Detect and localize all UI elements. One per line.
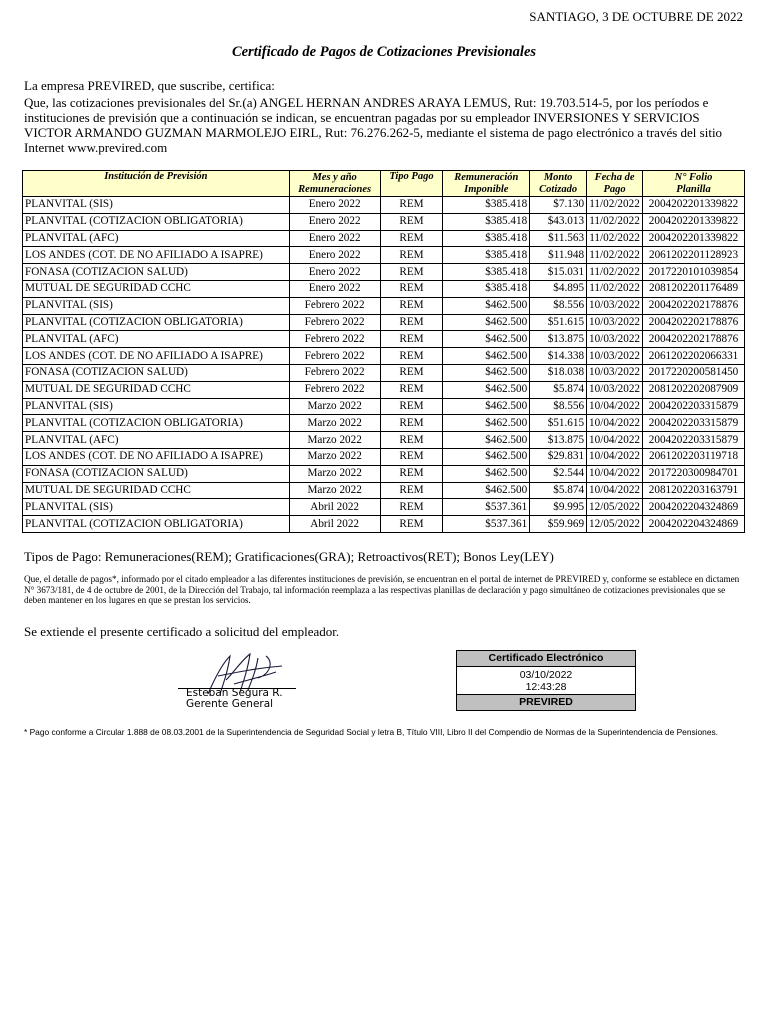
cell-remuneracion: $385.418 <box>443 213 530 230</box>
cell-remuneracion: $385.418 <box>443 197 530 214</box>
header-institucion <box>23 171 290 197</box>
certificate-title: Certificado Electrónico <box>457 651 635 667</box>
cell-remuneracion: $385.418 <box>443 247 530 264</box>
cell-remuneracion: $462.500 <box>443 364 530 381</box>
header-fecha-line2: Pago <box>603 183 626 195</box>
cell-remuneracion: $462.500 <box>443 331 530 348</box>
cell-mes: Marzo 2022 <box>289 482 380 499</box>
cell-tipo-pago: REM <box>380 499 443 516</box>
cell-mes: Febrero 2022 <box>289 314 380 331</box>
cell-mes: Enero 2022 <box>289 230 380 247</box>
cell-monto: $13.875 <box>530 331 587 348</box>
cell-folio: 2004202202178876 <box>643 331 745 348</box>
cell-monto: $8.556 <box>530 398 587 415</box>
cell-mes: Enero 2022 <box>289 264 380 281</box>
cell-tipo-pago: REM <box>380 264 443 281</box>
cell-remuneracion: $462.500 <box>443 448 530 465</box>
cell-folio: 2004202202178876 <box>643 297 745 314</box>
table-row <box>23 381 745 398</box>
cell-tipo-pago: REM <box>380 415 443 432</box>
cell-folio: 2004202201339822 <box>643 197 745 214</box>
certificate-timestamp <box>457 667 635 695</box>
cell-tipo-pago: REM <box>380 331 443 348</box>
cell-tipo-pago: REM <box>380 297 443 314</box>
cell-fecha: 10/04/2022 <box>587 415 643 432</box>
cell-fecha: 11/02/2022 <box>587 264 643 281</box>
cell-fecha: 10/04/2022 <box>587 482 643 499</box>
table-header-row <box>23 171 745 197</box>
cell-monto: $11.948 <box>530 247 587 264</box>
cell-remuneracion: $462.500 <box>443 398 530 415</box>
cell-monto: $51.615 <box>530 415 587 432</box>
cell-folio: 2081202202087909 <box>643 381 745 398</box>
cell-fecha: 12/05/2022 <box>587 499 643 516</box>
electronic-certificate-box <box>456 650 636 711</box>
cell-institucion: FONASA (COTIZACION SALUD) <box>23 364 290 381</box>
cell-tipo-pago: REM <box>380 230 443 247</box>
cell-mes: Enero 2022 <box>289 197 380 214</box>
cell-institucion: MUTUAL DE SEGURIDAD CCHC <box>23 280 290 297</box>
cell-fecha: 10/03/2022 <box>587 297 643 314</box>
cell-folio: 2004202203315879 <box>643 432 745 449</box>
cell-folio: 2017220200581450 <box>643 364 745 381</box>
cell-folio: 2017220300984701 <box>643 465 745 482</box>
cell-institucion: FONASA (COTIZACION SALUD) <box>23 465 290 482</box>
cell-monto: $8.556 <box>530 297 587 314</box>
cell-tipo-pago: REM <box>380 381 443 398</box>
table-row <box>23 197 745 214</box>
cell-institucion: PLANVITAL (SIS) <box>23 398 290 415</box>
cell-mes: Enero 2022 <box>289 280 380 297</box>
cell-monto: $5.874 <box>530 381 587 398</box>
cell-folio: 2004202202178876 <box>643 314 745 331</box>
table-row <box>23 348 745 365</box>
cell-mes: Marzo 2022 <box>289 448 380 465</box>
table-row <box>23 314 745 331</box>
cell-institucion: LOS ANDES (COT. DE NO AFILIADO A ISAPRE) <box>23 448 290 465</box>
cell-fecha: 10/04/2022 <box>587 432 643 449</box>
cell-fecha: 10/03/2022 <box>587 348 643 365</box>
cell-monto: $43.013 <box>530 213 587 230</box>
cell-mes: Febrero 2022 <box>289 381 380 398</box>
header-folio-line2: Planilla <box>676 183 711 195</box>
cell-folio: 2061202203119718 <box>643 448 745 465</box>
cell-folio: 2081202201176489 <box>643 280 745 297</box>
cell-fecha: 12/05/2022 <box>587 516 643 533</box>
table-row <box>23 465 745 482</box>
cell-fecha: 10/03/2022 <box>587 331 643 348</box>
table-row <box>23 364 745 381</box>
cell-monto: $14.338 <box>530 348 587 365</box>
cell-monto: $29.831 <box>530 448 587 465</box>
cell-remuneracion: $462.500 <box>443 465 530 482</box>
cell-institucion: LOS ANDES (COT. DE NO AFILIADO A ISAPRE) <box>23 247 290 264</box>
cell-mes: Febrero 2022 <box>289 348 380 365</box>
cell-tipo-pago: REM <box>380 432 443 449</box>
cell-tipo-pago: REM <box>380 348 443 365</box>
cell-remuneracion: $462.500 <box>443 415 530 432</box>
header-remuneracion-line1: Remuneración <box>454 172 519 183</box>
cell-institucion: PLANVITAL (COTIZACION OBLIGATORIA) <box>23 314 290 331</box>
cell-institucion: PLANVITAL (SIS) <box>23 499 290 516</box>
cell-folio: 2061202202066331 <box>643 348 745 365</box>
cell-monto: $13.875 <box>530 432 587 449</box>
cell-folio: 2004202203315879 <box>643 398 745 415</box>
cell-fecha: 11/02/2022 <box>587 197 643 214</box>
cell-fecha: 11/02/2022 <box>587 230 643 247</box>
cell-remuneracion: $537.361 <box>443 516 530 533</box>
cell-remuneracion: $462.500 <box>443 314 530 331</box>
header-tipo-pago <box>380 171 443 197</box>
header-fecha <box>587 171 643 197</box>
signer-name: Esteban Segura R. <box>186 687 283 699</box>
cell-mes: Febrero 2022 <box>289 331 380 348</box>
cell-remuneracion: $462.500 <box>443 432 530 449</box>
cell-monto: $18.038 <box>530 364 587 381</box>
intro-line: La empresa PREVIRED, que suscribe, certifica: <box>24 78 275 93</box>
table-row <box>23 264 745 281</box>
cell-remuneracion: $385.418 <box>443 230 530 247</box>
signature-block <box>186 688 283 710</box>
footnote: * Pago conforme a Circular 1.888 de 08.03.2001 de la Superintendencia de Seguridad Social y letra B, Título VIII, Libro II del Compendio de Normas de la Superintendencia de Pensiones. <box>24 727 719 737</box>
cell-folio: 2004202203315879 <box>643 415 745 432</box>
intro-paragraph: Que, las cotizaciones previsionales del Sr.(a) ANGEL HERNAN ANDRES ARAYA LEMUS, Rut: 19.703.514-5, por los períodos e instituciones de previsión que a continuación se indican, se encuentran pagadas por su empleador INVERSIONES Y SERVICIOS VICTOR ARMANDO GUZMAN MARMOLEJO EIRL, Rut: 76.276.262-5, mediante el sistema de pago electrónico a través del sitio Internet www.previred.com <box>24 95 723 155</box>
cell-monto: $11.563 <box>530 230 587 247</box>
detalle-paragraph: Que, el detalle de pagos*, informado por el citado empleador a las diferentes instituciones de previsión, se encuentran en el portal de internet de PREVIRED y, conforme se establece en dictamen N° 3673/181, de 4 de octubre de 2001, de la Dirección del Trabajo, tal información reemplaza a las respectivas planillas de declaración y pago simultáneo de cotizaciones previsionales que se deben mantener en los lugares en que se prestan los servicios. <box>24 574 740 605</box>
table-row <box>23 213 745 230</box>
header-institucion-label: Institución de Previsión <box>104 171 208 182</box>
cell-tipo-pago: REM <box>380 197 443 214</box>
cell-fecha: 10/04/2022 <box>587 448 643 465</box>
cell-tipo-pago: REM <box>380 314 443 331</box>
cell-mes: Abril 2022 <box>289 499 380 516</box>
cell-fecha: 10/03/2022 <box>587 381 643 398</box>
cell-mes: Marzo 2022 <box>289 432 380 449</box>
cell-monto: $59.969 <box>530 516 587 533</box>
header-mes <box>289 171 380 197</box>
header-folio-line1: N° Folio <box>674 172 713 183</box>
cell-remuneracion: $462.500 <box>443 381 530 398</box>
cell-mes: Febrero 2022 <box>289 364 380 381</box>
cell-folio: 2017220101039854 <box>643 264 745 281</box>
table-row <box>23 230 745 247</box>
header-monto <box>530 171 587 197</box>
cell-folio: 2081202203163791 <box>643 482 745 499</box>
cell-institucion: PLANVITAL (SIS) <box>23 197 290 214</box>
cell-tipo-pago: REM <box>380 364 443 381</box>
cell-monto: $2.544 <box>530 465 587 482</box>
cell-institucion: PLANVITAL (COTIZACION OBLIGATORIA) <box>23 213 290 230</box>
cell-remuneracion: $537.361 <box>443 499 530 516</box>
table-row <box>23 398 745 415</box>
cell-folio: 2004202201339822 <box>643 213 745 230</box>
table-row <box>23 331 745 348</box>
header-mes-line1: Mes y año <box>312 172 357 183</box>
cell-institucion: PLANVITAL (COTIZACION OBLIGATORIA) <box>23 516 290 533</box>
cell-remuneracion: $385.418 <box>443 280 530 297</box>
cell-mes: Marzo 2022 <box>289 465 380 482</box>
cell-tipo-pago: REM <box>380 280 443 297</box>
cell-monto: $15.031 <box>530 264 587 281</box>
cell-institucion: FONASA (COTIZACION SALUD) <box>23 264 290 281</box>
cell-tipo-pago: REM <box>380 516 443 533</box>
cell-institucion: MUTUAL DE SEGURIDAD CCHC <box>23 482 290 499</box>
cell-monto: $9.995 <box>530 499 587 516</box>
cell-folio: 2061202201128923 <box>643 247 745 264</box>
extiende-text: Se extiende el presente certificado a solicitud del empleador. <box>24 624 340 639</box>
cell-institucion: PLANVITAL (SIS) <box>23 297 290 314</box>
table-row <box>23 247 745 264</box>
cell-folio: 2004202204324869 <box>643 516 745 533</box>
cell-monto: $4.895 <box>530 280 587 297</box>
certificate-date: 03/10/2022 <box>519 669 573 681</box>
cell-fecha: 11/02/2022 <box>587 247 643 264</box>
cell-fecha: 11/02/2022 <box>587 213 643 230</box>
cell-fecha: 10/03/2022 <box>587 364 643 381</box>
cell-tipo-pago: REM <box>380 448 443 465</box>
table-row <box>23 415 745 432</box>
header-mes-line2: Remuneraciones <box>298 183 372 195</box>
header-remuneracion-line2: Imponible <box>464 183 509 195</box>
table-row <box>23 516 745 533</box>
header-monto-line2: Cotizado <box>539 183 578 195</box>
cell-institucion: PLANVITAL (AFC) <box>23 230 290 247</box>
table-row <box>23 280 745 297</box>
cell-institucion: PLANVITAL (AFC) <box>23 331 290 348</box>
cell-fecha: 10/03/2022 <box>587 314 643 331</box>
table-row <box>23 448 745 465</box>
cell-tipo-pago: REM <box>380 213 443 230</box>
table-row <box>23 432 745 449</box>
cell-institucion: PLANVITAL (COTIZACION OBLIGATORIA) <box>23 415 290 432</box>
cell-institucion: MUTUAL DE SEGURIDAD CCHC <box>23 381 290 398</box>
cell-institucion: PLANVITAL (AFC) <box>23 432 290 449</box>
header-folio <box>643 171 745 197</box>
cell-monto: $5.874 <box>530 482 587 499</box>
cell-tipo-pago: REM <box>380 465 443 482</box>
cell-tipo-pago: REM <box>380 247 443 264</box>
cell-remuneracion: $462.500 <box>443 482 530 499</box>
cell-mes: Enero 2022 <box>289 213 380 230</box>
payments-table <box>22 170 745 533</box>
cell-mes: Marzo 2022 <box>289 398 380 415</box>
header-monto-line1: Monto <box>543 172 573 183</box>
header-fecha-line1: Fecha de <box>594 172 635 183</box>
cell-mes: Abril 2022 <box>289 516 380 533</box>
cell-remuneracion: $462.500 <box>443 297 530 314</box>
cell-monto: $7.130 <box>530 197 587 214</box>
cell-monto: $51.615 <box>530 314 587 331</box>
table-row <box>23 482 745 499</box>
header-remuneracion <box>443 171 530 197</box>
cell-institucion: LOS ANDES (COT. DE NO AFILIADO A ISAPRE) <box>23 348 290 365</box>
certificate-issuer: PREVIRED <box>457 695 635 710</box>
cell-remuneracion: $385.418 <box>443 264 530 281</box>
header-tipo-pago-label: Tipo Pago <box>389 171 434 182</box>
cell-remuneracion: $462.500 <box>443 348 530 365</box>
cell-folio: 2004202204324869 <box>643 499 745 516</box>
tipos-pago-legend: Tipos de Pago: Remuneraciones(REM); Gratificaciones(GRA); Retroactivos(RET); Bonos Ley(LEY) <box>24 549 554 564</box>
cell-mes: Marzo 2022 <box>289 415 380 432</box>
cell-tipo-pago: REM <box>380 482 443 499</box>
cell-folio: 2004202201339822 <box>643 230 745 247</box>
certificate-time: 12:43:28 <box>525 681 567 693</box>
cell-mes: Enero 2022 <box>289 247 380 264</box>
cell-fecha: 10/04/2022 <box>587 465 643 482</box>
document-title: Certificado de Pagos de Cotizaciones Previsionales <box>231 44 537 60</box>
payments-table-body <box>23 197 745 533</box>
document-date: SANTIAGO, 3 DE OCTUBRE DE 2022 <box>529 9 743 24</box>
table-row <box>23 297 745 314</box>
cell-tipo-pago: REM <box>380 398 443 415</box>
table-row <box>23 499 745 516</box>
cell-fecha: 11/02/2022 <box>587 280 643 297</box>
cell-fecha: 10/04/2022 <box>587 398 643 415</box>
signer-role: Gerente General <box>186 698 274 710</box>
cell-mes: Febrero 2022 <box>289 297 380 314</box>
